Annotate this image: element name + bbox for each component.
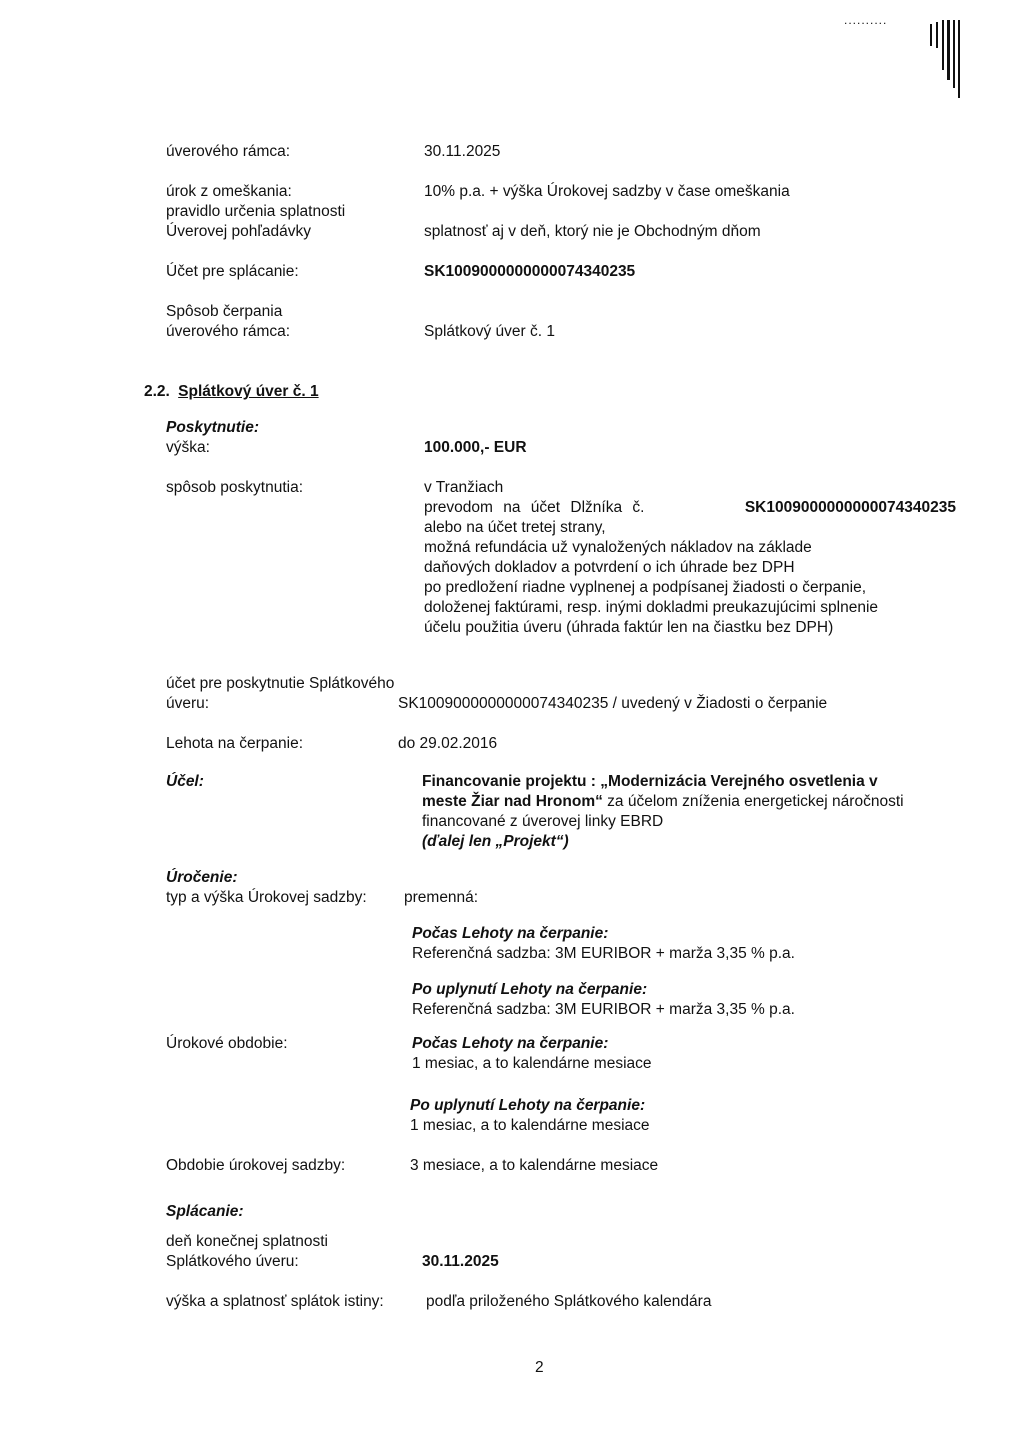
po-uplynuti-value: Referenčná sadzba: 3M EURIBOR + marža 3,35 % p.a. — [412, 1001, 795, 1018]
sposob-line-prevodom — [424, 498, 956, 518]
ucel-label: Účel: — [166, 773, 204, 790]
urokove-obdobie-label: Úrokové obdobie: — [166, 1035, 288, 1052]
splacanie-heading: Splácanie: — [166, 1203, 244, 1220]
sposob-prevodom-text: prevodom na účet Dlžníka č. — [424, 499, 645, 516]
row-value-pravidlo-urcenia: splatnosť aj v deň, ktorý nie je Obchodným dňom — [424, 223, 761, 240]
section-title: Splátkový úver č. 1 — [178, 383, 319, 400]
den-splatnosti-label1: deň konečnej splatnosti — [166, 1233, 329, 1250]
ucel-line1: Financovanie projektu : „Modernizácia Verejného osvetlenia v — [422, 773, 878, 790]
pocas-lehoty-heading: Počas Lehoty na čerpanie: — [412, 925, 609, 942]
obdobie-po-value: 1 mesiac, a to kalendárne mesiace — [410, 1117, 650, 1134]
row-label-ucet-pre-splacanie: Účet pre splácanie: — [166, 263, 299, 280]
sposob-account: SK1009000000000074340235 — [744, 499, 956, 516]
sposob-line-predlozeni: po predložení riadne vyplnenej a podpísanej žiadosti o čerpanie, — [424, 579, 867, 596]
sposob-line-tranze: v Tranžiach — [424, 479, 504, 496]
lehota-label: Lehota na čerpanie: — [166, 735, 304, 752]
page-number: 2 — [535, 1359, 544, 1376]
obdobie-sadzby-value: 3 mesiace, a to kalendárne mesiace — [410, 1157, 659, 1174]
row-label-urok-z-omeskania: úrok z omeškania: — [166, 183, 292, 200]
vyska-label: výška: — [166, 439, 210, 456]
ucel-line2 — [422, 792, 904, 812]
vyska-splatok-label: výška a splatnosť splátok istiny: — [166, 1293, 384, 1310]
sposob-line-tretej: alebo na účet tretej strany, — [424, 519, 606, 536]
den-splatnosti-value: 30.11.2025 — [422, 1253, 499, 1270]
section-heading — [144, 382, 319, 402]
section-number: 2.2. — [144, 383, 170, 400]
row-label-uverovej-pohladavky: Úverovej pohľadávky — [166, 223, 311, 240]
row-value-ucet-pre-splacanie: SK1009000000000074340235 — [424, 263, 636, 280]
row-value-urok-z-omeskania: 10% p.a. + výška Úrokovej sadzby v čase omeškania — [424, 183, 790, 200]
ucet-value: SK1009000000000074340235 / uvedený v Žiadosti o čerpanie — [398, 695, 828, 712]
sposob-poskytnutia-label: spôsob poskytnutia: — [166, 479, 304, 496]
row-label-uveroveho-ramca-2: úverového rámca: — [166, 323, 291, 340]
obdobie-sadzby-label: Obdobie úrokovej sadzby: — [166, 1157, 346, 1174]
pocas-lehoty-value: Referenčná sadzba: 3M EURIBOR + marža 3,35 % p.a. — [412, 945, 795, 962]
row-label-sposob-cerpania: Spôsob čerpania — [166, 303, 283, 320]
obdobie-po-heading: Po uplynutí Lehoty na čerpanie: — [410, 1097, 646, 1114]
obdobie-pocas-value: 1 mesiac, a to kalendárne mesiace — [412, 1055, 652, 1072]
sposob-line-dolozenej: doloženej faktúrami, resp. inými dokladmi preukazujúcimi splnenie — [424, 599, 879, 616]
vyska-splatok-value: podľa priloženého Splátkového kalendára — [426, 1293, 712, 1310]
poskytnutie-heading: Poskytnutie: — [166, 419, 260, 436]
scan-barcode-marks — [928, 20, 968, 100]
po-uplynuti-heading: Po uplynutí Lehoty na čerpanie: — [412, 981, 648, 998]
row-value-sposob-cerpania: Splátkový úver č. 1 — [424, 323, 555, 340]
typ-sadzby-value: premenná: — [404, 889, 479, 906]
ucel-line3: financované z úverovej linky EBRD — [422, 813, 664, 830]
den-splatnosti-label2: Splátkového úveru: — [166, 1253, 299, 1270]
sposob-line-refundacia: možná refundácia už vynaložených nákladov na základe — [424, 539, 812, 556]
header-dots: .......... — [844, 13, 888, 27]
obdobie-pocas-heading: Počas Lehoty na čerpanie: — [412, 1035, 609, 1052]
urocenie-heading: Úročenie: — [166, 869, 238, 886]
ucel-line2-city: meste Žiar nad Hronom“ — [422, 793, 603, 810]
row-label-uveroveho-ramca: úverového rámca: — [166, 143, 291, 160]
typ-sadzby-label: typ a výška Úrokovej sadzby: — [166, 889, 367, 906]
ucel-line4: (ďalej len „Projekt“) — [422, 833, 569, 850]
row-value-splatnost-ramca: 30.11.2025 — [424, 143, 501, 160]
ucet-label-line2: úveru: — [166, 695, 210, 712]
sposob-line-danovych: daňových dokladov a potvrdení o ich úhrade bez DPH — [424, 559, 795, 576]
vyska-value: 100.000,- EUR — [424, 439, 527, 456]
sposob-line-ucelu: účelu použitia úveru (úhrada faktúr len na čiastku bez DPH) — [424, 619, 834, 636]
ucet-label-line1: účet pre poskytnutie Splátkového — [166, 675, 395, 692]
lehota-value: do 29.02.2016 — [398, 735, 498, 752]
row-label-pravidlo-urcenia: pravidlo určenia splatnosti — [166, 203, 346, 220]
ucel-line2-rest: za účelom zníženia energetickej náročnosti — [602, 793, 904, 810]
